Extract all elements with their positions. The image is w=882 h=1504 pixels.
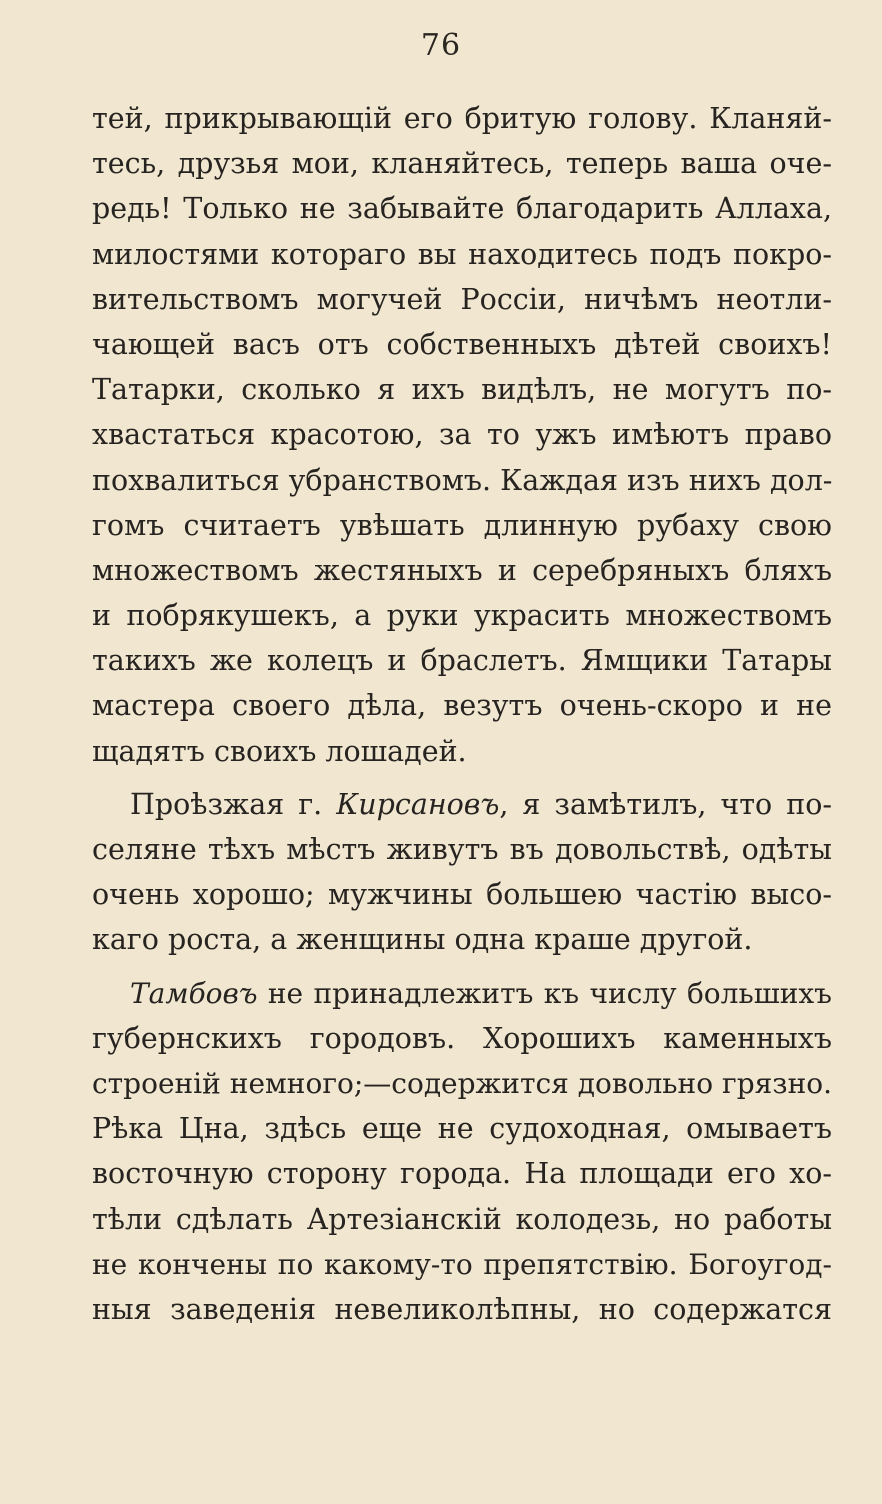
text-line: Тамбовъ не принадлежитъ къ числу большихъ (130, 976, 832, 1010)
text-line: тѣли сдѣлать Артезіанскій колодезь, но работы (92, 1202, 832, 1236)
text-line: селяне тѣхъ мѣстъ живутъ въ довольствѣ, одѣты (92, 833, 832, 866)
text-line: губернскихъ городовъ. Хорошихъ каменныхъ (92, 1021, 832, 1055)
paragraph-gap (92, 963, 832, 971)
text-line: очень хорошо; мужчины большею частію высо- (92, 878, 832, 912)
text-line: милостями котораго вы находитесь подъ покро- (92, 237, 832, 271)
text-line: тей, прикрывающій его бритую голову. Кланяй- (92, 102, 832, 135)
text-line: и побрякушекъ, а руки украсить множествомъ (92, 599, 832, 633)
text-line: Рѣка Цна, здѣсь еще не судоходная, омываетъ (92, 1112, 832, 1146)
paragraph-2 (92, 782, 832, 963)
text-line: вительствомъ могучей Россіи, ничѣмъ неотли- (92, 282, 832, 316)
paragraph-3 (92, 971, 832, 1333)
paragraph-gap (92, 774, 832, 782)
text-line: множествомъ жестяныхъ и серебряныхъ бляхъ (92, 553, 832, 587)
text-line: хвастаться красотою, за то ужъ имѣютъ право (92, 418, 832, 452)
text-line: Татарки, сколько я ихъ видѣлъ, не могутъ по- (92, 373, 832, 407)
text-line: похвалиться убранствомъ. Каждая изъ нихъ дол- (92, 463, 833, 497)
text-line: не кончены по какому-то препятствію. Богоугод- (92, 1247, 832, 1281)
page-number: 76 (420, 28, 462, 63)
text-line: строеній немного;—содержится довольно грязно. (92, 1066, 832, 1100)
text-line: мастера своего дѣла, везутъ очень-скоро и не (92, 689, 832, 723)
paragraph-1 (92, 96, 832, 774)
text-line: чающей васъ отъ собственныхъ дѣтей своихъ! (92, 327, 832, 361)
body-text (92, 96, 832, 1332)
text-line: редь! Только не забывайте благодарить Аллаха, (92, 192, 832, 226)
text-line: тесь, друзья мои, кланяйтесь, теперь ваша оче- (92, 147, 832, 181)
text-line: такихъ же колецъ и браслетъ. Ямщики Татары (92, 644, 832, 678)
text-line: ныя заведенія невеликолѣпны, но содержатся (92, 1292, 832, 1326)
text-line: щадятъ своихъ лошадей. (92, 734, 467, 768)
text-line: каго роста, а женщины одна краше другой. (92, 923, 753, 957)
text-line: Проѣзжая г. Кирсановъ, я замѣтилъ, что по- (130, 787, 832, 821)
text-line: гомъ считаетъ увѣшать длинную рубаху свою (92, 508, 832, 542)
text-line: восточную сторону города. На площади его хо- (92, 1157, 832, 1191)
